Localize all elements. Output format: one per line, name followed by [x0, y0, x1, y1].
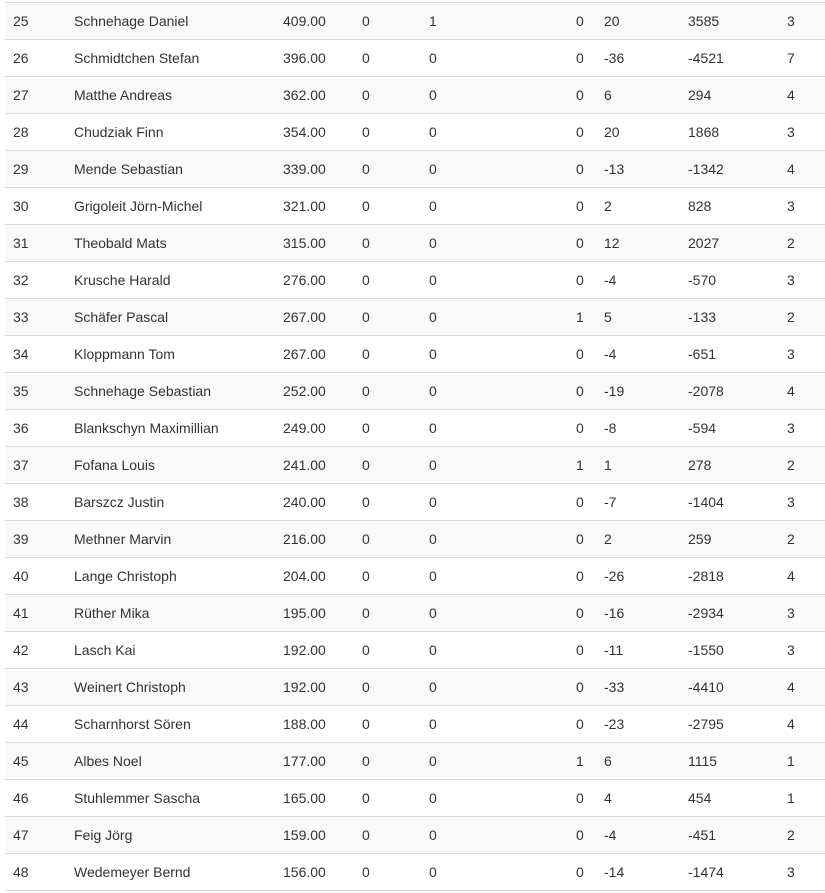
- difference-cell: -14: [596, 854, 680, 891]
- count-2-cell: 0: [421, 188, 576, 225]
- total-cell: -1550: [680, 632, 779, 669]
- points-cell: 241.00: [275, 447, 354, 484]
- count-2-cell: 0: [421, 410, 576, 447]
- difference-cell: 2: [596, 188, 680, 225]
- difference-cell: -4: [596, 336, 680, 373]
- count-2-cell: 0: [421, 780, 576, 817]
- count-3-cell: 0: [576, 188, 596, 225]
- games-cell: 4: [779, 373, 825, 410]
- points-cell: 354.00: [275, 114, 354, 151]
- player-name-cell: Schmidtchen Stefan: [66, 40, 275, 77]
- count-3-cell: 0: [576, 3, 596, 40]
- rank-cell: 39: [5, 521, 66, 558]
- total-cell: -651: [680, 336, 779, 373]
- games-cell: 2: [779, 521, 825, 558]
- difference-cell: -19: [596, 373, 680, 410]
- points-cell: 216.00: [275, 521, 354, 558]
- games-cell: 3: [779, 410, 825, 447]
- points-cell: 315.00: [275, 225, 354, 262]
- count-1-cell: 0: [354, 484, 421, 521]
- total-cell: -2818: [680, 558, 779, 595]
- count-3-cell: 0: [576, 151, 596, 188]
- table-row: [5, 632, 825, 669]
- difference-cell: -11: [596, 632, 680, 669]
- table-row: [5, 299, 825, 336]
- count-2-cell: 0: [421, 669, 576, 706]
- points-cell: 276.00: [275, 262, 354, 299]
- player-name-cell: Stuhlemmer Sascha: [66, 780, 275, 817]
- count-2-cell: 0: [421, 114, 576, 151]
- games-cell: 4: [779, 706, 825, 743]
- difference-cell: -36: [596, 40, 680, 77]
- standings-body: [5, 3, 825, 891]
- points-cell: 267.00: [275, 336, 354, 373]
- points-cell: 240.00: [275, 484, 354, 521]
- table-row: [5, 817, 825, 854]
- count-3-cell: 0: [576, 558, 596, 595]
- total-cell: -451: [680, 817, 779, 854]
- difference-cell: -8: [596, 410, 680, 447]
- difference-cell: -26: [596, 558, 680, 595]
- rank-cell: 27: [5, 77, 66, 114]
- player-name-cell: Lange Christoph: [66, 558, 275, 595]
- player-name-cell: Schnehage Daniel: [66, 3, 275, 40]
- count-3-cell: 0: [576, 225, 596, 262]
- total-cell: 1868: [680, 114, 779, 151]
- count-3-cell: 1: [576, 447, 596, 484]
- total-cell: -4521: [680, 40, 779, 77]
- difference-cell: 20: [596, 3, 680, 40]
- count-1-cell: 0: [354, 447, 421, 484]
- count-2-cell: 0: [421, 521, 576, 558]
- games-cell: 3: [779, 484, 825, 521]
- total-cell: -4410: [680, 669, 779, 706]
- count-3-cell: 0: [576, 817, 596, 854]
- rank-cell: 36: [5, 410, 66, 447]
- count-2-cell: 0: [421, 484, 576, 521]
- count-3-cell: 0: [576, 780, 596, 817]
- count-2-cell: 0: [421, 558, 576, 595]
- table-row: [5, 484, 825, 521]
- count-1-cell: 0: [354, 40, 421, 77]
- total-cell: -1342: [680, 151, 779, 188]
- count-2-cell: 0: [421, 262, 576, 299]
- rank-cell: 37: [5, 447, 66, 484]
- count-1-cell: 0: [354, 151, 421, 188]
- games-cell: 3: [779, 188, 825, 225]
- total-cell: 828: [680, 188, 779, 225]
- difference-cell: -4: [596, 817, 680, 854]
- difference-cell: 1: [596, 447, 680, 484]
- count-3-cell: 0: [576, 336, 596, 373]
- difference-cell: 6: [596, 743, 680, 780]
- points-cell: 267.00: [275, 299, 354, 336]
- table-row: [5, 780, 825, 817]
- count-1-cell: 0: [354, 77, 421, 114]
- table-row: [5, 3, 825, 40]
- count-3-cell: 0: [576, 706, 596, 743]
- points-cell: 177.00: [275, 743, 354, 780]
- count-1-cell: 0: [354, 854, 421, 891]
- count-2-cell: 0: [421, 225, 576, 262]
- player-name-cell: Schäfer Pascal: [66, 299, 275, 336]
- rank-cell: 46: [5, 780, 66, 817]
- points-cell: 156.00: [275, 854, 354, 891]
- count-1-cell: 0: [354, 743, 421, 780]
- count-3-cell: 0: [576, 114, 596, 151]
- count-3-cell: 0: [576, 77, 596, 114]
- rank-cell: 38: [5, 484, 66, 521]
- points-cell: 249.00: [275, 410, 354, 447]
- count-2-cell: 0: [421, 77, 576, 114]
- player-name-cell: Blankschyn Maximillian: [66, 410, 275, 447]
- points-cell: 252.00: [275, 373, 354, 410]
- count-1-cell: 0: [354, 262, 421, 299]
- games-cell: 4: [779, 669, 825, 706]
- count-1-cell: 0: [354, 521, 421, 558]
- count-2-cell: 1: [421, 3, 576, 40]
- difference-cell: -4: [596, 262, 680, 299]
- rank-cell: 35: [5, 373, 66, 410]
- player-name-cell: Lasch Kai: [66, 632, 275, 669]
- table-row: [5, 447, 825, 484]
- games-cell: 3: [779, 336, 825, 373]
- total-cell: -1474: [680, 854, 779, 891]
- games-cell: 1: [779, 743, 825, 780]
- games-cell: 4: [779, 77, 825, 114]
- total-cell: -2934: [680, 595, 779, 632]
- games-cell: 2: [779, 225, 825, 262]
- player-name-cell: Rüther Mika: [66, 595, 275, 632]
- count-2-cell: 0: [421, 447, 576, 484]
- games-cell: 3: [779, 595, 825, 632]
- count-2-cell: 0: [421, 706, 576, 743]
- count-1-cell: 0: [354, 706, 421, 743]
- standings-table-container: [5, 2, 825, 891]
- rank-cell: 30: [5, 188, 66, 225]
- count-2-cell: 0: [421, 632, 576, 669]
- table-row: [5, 410, 825, 447]
- player-name-cell: Weinert Christoph: [66, 669, 275, 706]
- points-cell: 159.00: [275, 817, 354, 854]
- difference-cell: -23: [596, 706, 680, 743]
- points-cell: 204.00: [275, 558, 354, 595]
- rank-cell: 34: [5, 336, 66, 373]
- table-row: [5, 558, 825, 595]
- count-3-cell: 1: [576, 299, 596, 336]
- table-row: [5, 706, 825, 743]
- count-2-cell: 0: [421, 373, 576, 410]
- count-2-cell: 0: [421, 595, 576, 632]
- player-name-cell: Schnehage Sebastian: [66, 373, 275, 410]
- count-1-cell: 0: [354, 410, 421, 447]
- count-1-cell: 0: [354, 558, 421, 595]
- rank-cell: 47: [5, 817, 66, 854]
- count-2-cell: 0: [421, 40, 576, 77]
- player-name-cell: Mende Sebastian: [66, 151, 275, 188]
- count-1-cell: 0: [354, 299, 421, 336]
- total-cell: 454: [680, 780, 779, 817]
- rank-cell: 25: [5, 3, 66, 40]
- count-3-cell: 0: [576, 669, 596, 706]
- table-row: [5, 595, 825, 632]
- count-2-cell: 0: [421, 743, 576, 780]
- points-cell: 396.00: [275, 40, 354, 77]
- points-cell: 362.00: [275, 77, 354, 114]
- table-row: [5, 225, 825, 262]
- table-row: [5, 114, 825, 151]
- count-2-cell: 0: [421, 336, 576, 373]
- count-1-cell: 0: [354, 3, 421, 40]
- table-row: [5, 521, 825, 558]
- rank-cell: 48: [5, 854, 66, 891]
- games-cell: 4: [779, 558, 825, 595]
- table-row: [5, 188, 825, 225]
- points-cell: 195.00: [275, 595, 354, 632]
- standings-table: [5, 2, 825, 891]
- total-cell: -570: [680, 262, 779, 299]
- rank-cell: 28: [5, 114, 66, 151]
- count-3-cell: 0: [576, 262, 596, 299]
- games-cell: 2: [779, 299, 825, 336]
- count-1-cell: 0: [354, 225, 421, 262]
- rank-cell: 29: [5, 151, 66, 188]
- total-cell: 1115: [680, 743, 779, 780]
- count-3-cell: 0: [576, 854, 596, 891]
- rank-cell: 45: [5, 743, 66, 780]
- count-1-cell: 0: [354, 595, 421, 632]
- player-name-cell: Chudziak Finn: [66, 114, 275, 151]
- points-cell: 165.00: [275, 780, 354, 817]
- difference-cell: -13: [596, 151, 680, 188]
- player-name-cell: Albes Noel: [66, 743, 275, 780]
- rank-cell: 32: [5, 262, 66, 299]
- rank-cell: 44: [5, 706, 66, 743]
- count-3-cell: 1: [576, 743, 596, 780]
- count-2-cell: 0: [421, 817, 576, 854]
- points-cell: 321.00: [275, 188, 354, 225]
- rank-cell: 43: [5, 669, 66, 706]
- points-cell: 409.00: [275, 3, 354, 40]
- difference-cell: 5: [596, 299, 680, 336]
- player-name-cell: Methner Marvin: [66, 521, 275, 558]
- count-2-cell: 0: [421, 299, 576, 336]
- count-1-cell: 0: [354, 780, 421, 817]
- count-3-cell: 0: [576, 410, 596, 447]
- rank-cell: 41: [5, 595, 66, 632]
- games-cell: 1: [779, 780, 825, 817]
- difference-cell: -7: [596, 484, 680, 521]
- games-cell: 3: [779, 632, 825, 669]
- count-1-cell: 0: [354, 188, 421, 225]
- total-cell: 278: [680, 447, 779, 484]
- total-cell: 259: [680, 521, 779, 558]
- count-1-cell: 0: [354, 669, 421, 706]
- count-3-cell: 0: [576, 484, 596, 521]
- games-cell: 3: [779, 3, 825, 40]
- games-cell: 3: [779, 854, 825, 891]
- table-row: [5, 40, 825, 77]
- player-name-cell: Feig Jörg: [66, 817, 275, 854]
- table-row: [5, 151, 825, 188]
- total-cell: -133: [680, 299, 779, 336]
- table-row: [5, 669, 825, 706]
- rank-cell: 31: [5, 225, 66, 262]
- player-name-cell: Fofana Louis: [66, 447, 275, 484]
- rank-cell: 42: [5, 632, 66, 669]
- count-1-cell: 0: [354, 114, 421, 151]
- games-cell: 4: [779, 151, 825, 188]
- games-cell: 2: [779, 447, 825, 484]
- count-3-cell: 0: [576, 40, 596, 77]
- total-cell: 3585: [680, 3, 779, 40]
- total-cell: -594: [680, 410, 779, 447]
- difference-cell: -33: [596, 669, 680, 706]
- table-row: [5, 336, 825, 373]
- player-name-cell: Grigoleit Jörn-Michel: [66, 188, 275, 225]
- player-name-cell: Krusche Harald: [66, 262, 275, 299]
- difference-cell: 20: [596, 114, 680, 151]
- points-cell: 339.00: [275, 151, 354, 188]
- games-cell: 7: [779, 40, 825, 77]
- difference-cell: 12: [596, 225, 680, 262]
- difference-cell: 2: [596, 521, 680, 558]
- count-3-cell: 0: [576, 595, 596, 632]
- difference-cell: -16: [596, 595, 680, 632]
- total-cell: -2078: [680, 373, 779, 410]
- count-2-cell: 0: [421, 854, 576, 891]
- count-1-cell: 0: [354, 632, 421, 669]
- table-row: [5, 743, 825, 780]
- table-row: [5, 77, 825, 114]
- count-3-cell: 0: [576, 632, 596, 669]
- player-name-cell: Matthe Andreas: [66, 77, 275, 114]
- table-row: [5, 373, 825, 410]
- player-name-cell: Kloppmann Tom: [66, 336, 275, 373]
- points-cell: 192.00: [275, 632, 354, 669]
- points-cell: 188.00: [275, 706, 354, 743]
- total-cell: 2027: [680, 225, 779, 262]
- table-row: [5, 262, 825, 299]
- count-3-cell: 0: [576, 521, 596, 558]
- count-3-cell: 0: [576, 373, 596, 410]
- count-2-cell: 0: [421, 151, 576, 188]
- player-name-cell: Scharnhorst Sören: [66, 706, 275, 743]
- total-cell: -1404: [680, 484, 779, 521]
- difference-cell: 6: [596, 77, 680, 114]
- games-cell: 2: [779, 817, 825, 854]
- games-cell: 3: [779, 114, 825, 151]
- player-name-cell: Barszcz Justin: [66, 484, 275, 521]
- points-cell: 192.00: [275, 669, 354, 706]
- table-row: [5, 854, 825, 891]
- player-name-cell: Theobald Mats: [66, 225, 275, 262]
- games-cell: 3: [779, 262, 825, 299]
- total-cell: -2795: [680, 706, 779, 743]
- rank-cell: 33: [5, 299, 66, 336]
- player-name-cell: Wedemeyer Bernd: [66, 854, 275, 891]
- rank-cell: 26: [5, 40, 66, 77]
- total-cell: 294: [680, 77, 779, 114]
- difference-cell: 4: [596, 780, 680, 817]
- count-1-cell: 0: [354, 336, 421, 373]
- rank-cell: 40: [5, 558, 66, 595]
- count-1-cell: 0: [354, 817, 421, 854]
- count-1-cell: 0: [354, 373, 421, 410]
